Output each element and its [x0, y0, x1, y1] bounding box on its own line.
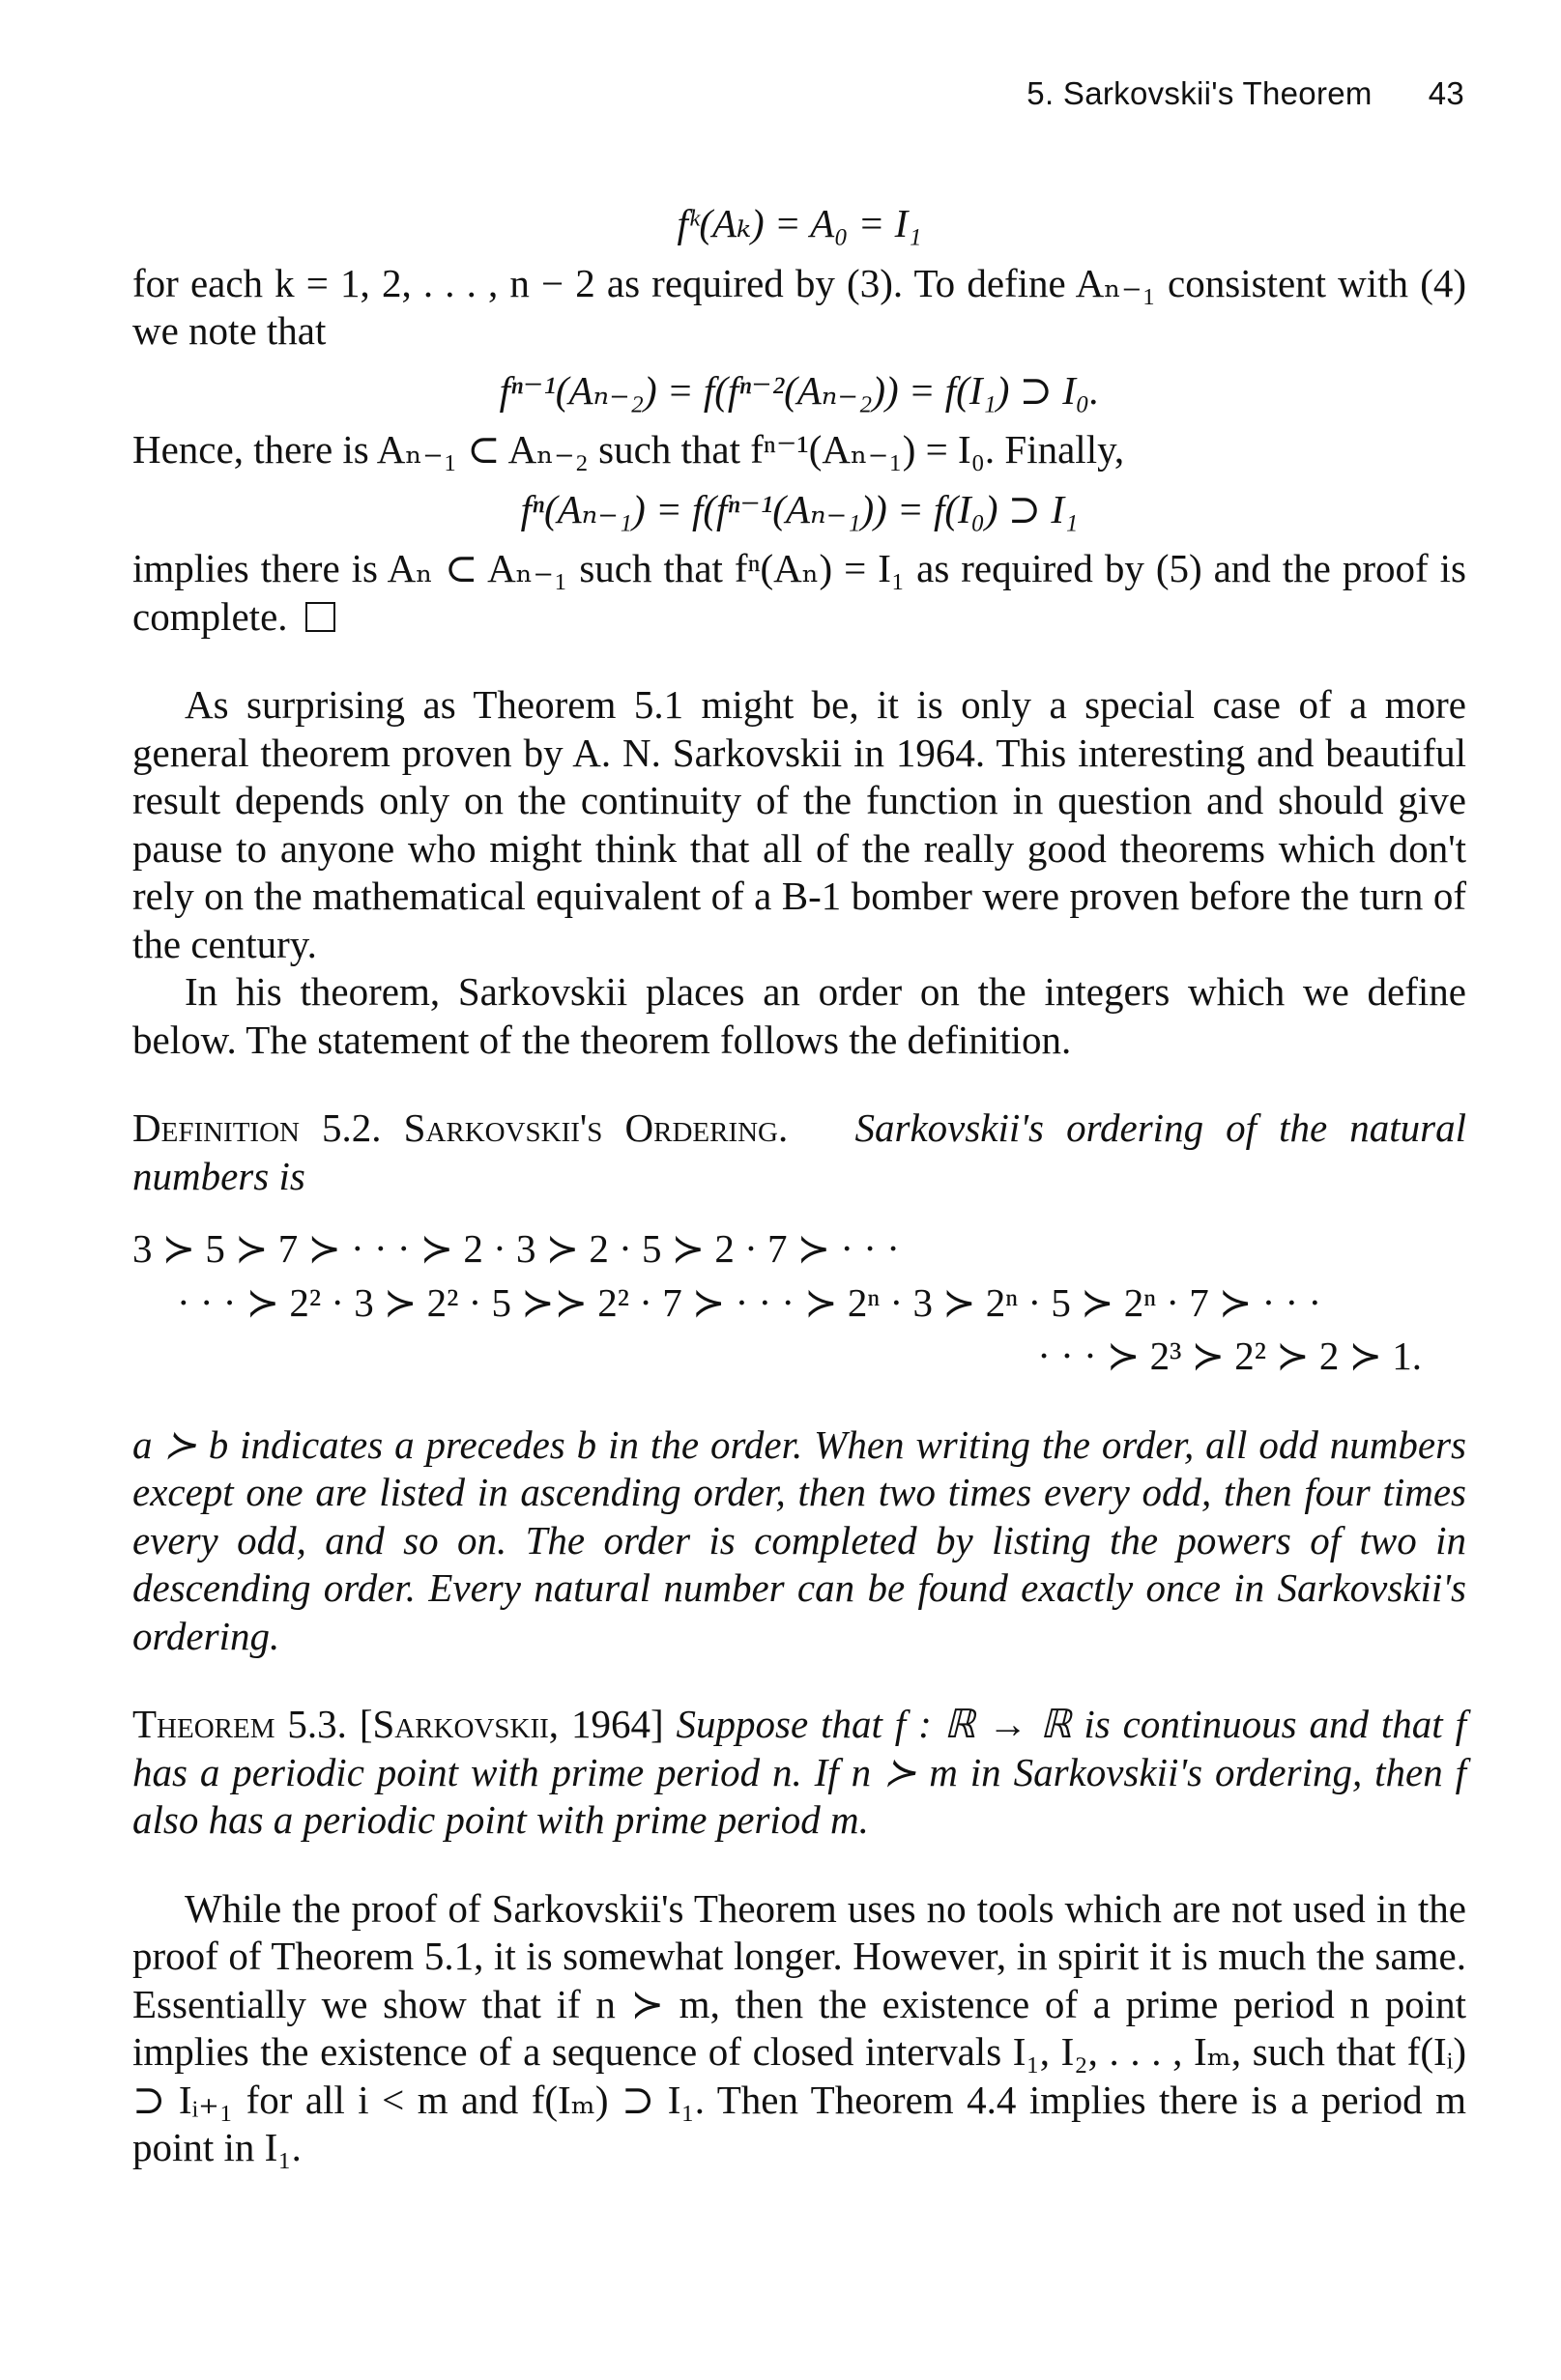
page-number: 43	[1428, 75, 1464, 111]
proof-paragraph-2: Hence, there is Aₙ₋₁ ⊂ Aₙ₋₂ such that fⁿ⁻¹(Aₙ₋₁) = I₀. Finally,	[132, 427, 1125, 472]
definition-label: Definition 5.2. Sarkovskii's Ordering.	[132, 1105, 789, 1150]
proof-paragraph-3-text: implies there is Aₙ ⊂ Aₙ₋₁ such that fⁿ(Aₙ) = I₁ as required by (5) and the proof is complete.	[132, 546, 1466, 639]
paragraph-surprising: As surprising as Theorem 5.1 might be, it is only a special case of a more general theorem proven by A. N. Sarkovskii in 1964. This interesting and beautiful result depends only on the continuity of the function in question and should give pause to anyone who might think that all of the really good theorems which don't rely on the mathematical equivalent of a B-1 bomber were proven before the turn of the century.	[132, 682, 1466, 966]
page-body	[132, 188, 1466, 2172]
proof-paragraph-1: for each k = 1, 2, . . . , n − 2 as required by (3). To define Aₙ₋₁ consistent with (4) we note that	[132, 260, 1466, 353]
ordering-line-1: 3 ≻ 5 ≻ 7 ≻ · · · ≻ 2 · 3 ≻ 2 · 5 ≻ 2 · 7 ≻ · · ·	[132, 1226, 900, 1271]
chapter-title: 5. Sarkovskii's Theorem	[1026, 75, 1373, 111]
qed-symbol	[305, 602, 335, 632]
definition-block	[132, 1104, 1466, 1200]
ordering-line-3: · · · ≻ 2³ ≻ 2² ≻ 2 ≻ 1.	[1037, 1333, 1422, 1378]
ordering-line-2: · · · ≻ 2² · 3 ≻ 2² · 5 ≻≻ 2² · 7 ≻ · · · ≻ 2ⁿ · 3 ≻ 2ⁿ · 5 ≻ 2ⁿ · 7 ≻ · · ·	[177, 1279, 1322, 1325]
final-paragraph: While the proof of Sarkovskii's Theorem uses no tools which are not used in the proof of Theorem 5.1, it is somewhat longer. However, in spirit it is much the same. Essentially we show that if n ≻ m, then the existence of a prime period n point implies the existence of a sequence of closed intervals I₁, I₂, . . . , Iₘ, such that f(Iᵢ) ⊃ Iᵢ₊₁ for all i < m and f(Iₘ) ⊃ I₁. Then Theorem 4.4 implies there is a period m point in I₁.	[132, 1885, 1466, 2169]
proof-paragraph-3	[132, 545, 1466, 641]
paragraph-in-his-theorem: In his theorem, Sarkovskii places an order on the integers which we define below. The statement of the theorem follows the definition.	[132, 969, 1466, 1062]
equation-1: fᵏ(Aₖ) = A₀ = I₁	[677, 201, 922, 245]
ordering-explanation: a ≻ b indicates a precedes b in the order. When writing the order, all odd numbers except one are listed in ascending order, then two times every odd, then four times every odd, and so on. The order is completed by listing the powers of two in descending order. Every natural number can be found exactly once in Sarkovskii's ordering.	[132, 1421, 1466, 1658]
equation-2: fⁿ⁻¹(Aₙ₋₂) = f(fⁿ⁻²(Aₙ₋₂)) = f(I₁) ⊃ I₀.	[499, 367, 1100, 413]
theorem-text: Suppose that f : ℝ → ℝ is continuous and that f has a periodic point with prime period n. If n ≻ m in Sarkovskii's ordering, then f also has a periodic point with prime period m.	[132, 1702, 1466, 1842]
theorem-label: Theorem 5.3. [Sarkovskii, 1964]	[132, 1702, 664, 1746]
running-header	[1026, 75, 1464, 112]
theorem-block	[132, 1701, 1466, 1845]
equation-3: fⁿ(Aₙ₋₁) = f(fⁿ⁻¹(Aₙ₋₁)) = f(I₀) ⊃ I₁	[520, 486, 1079, 531]
definition-text: Sarkovskii's ordering of the natural numbers is	[132, 1105, 1467, 1198]
